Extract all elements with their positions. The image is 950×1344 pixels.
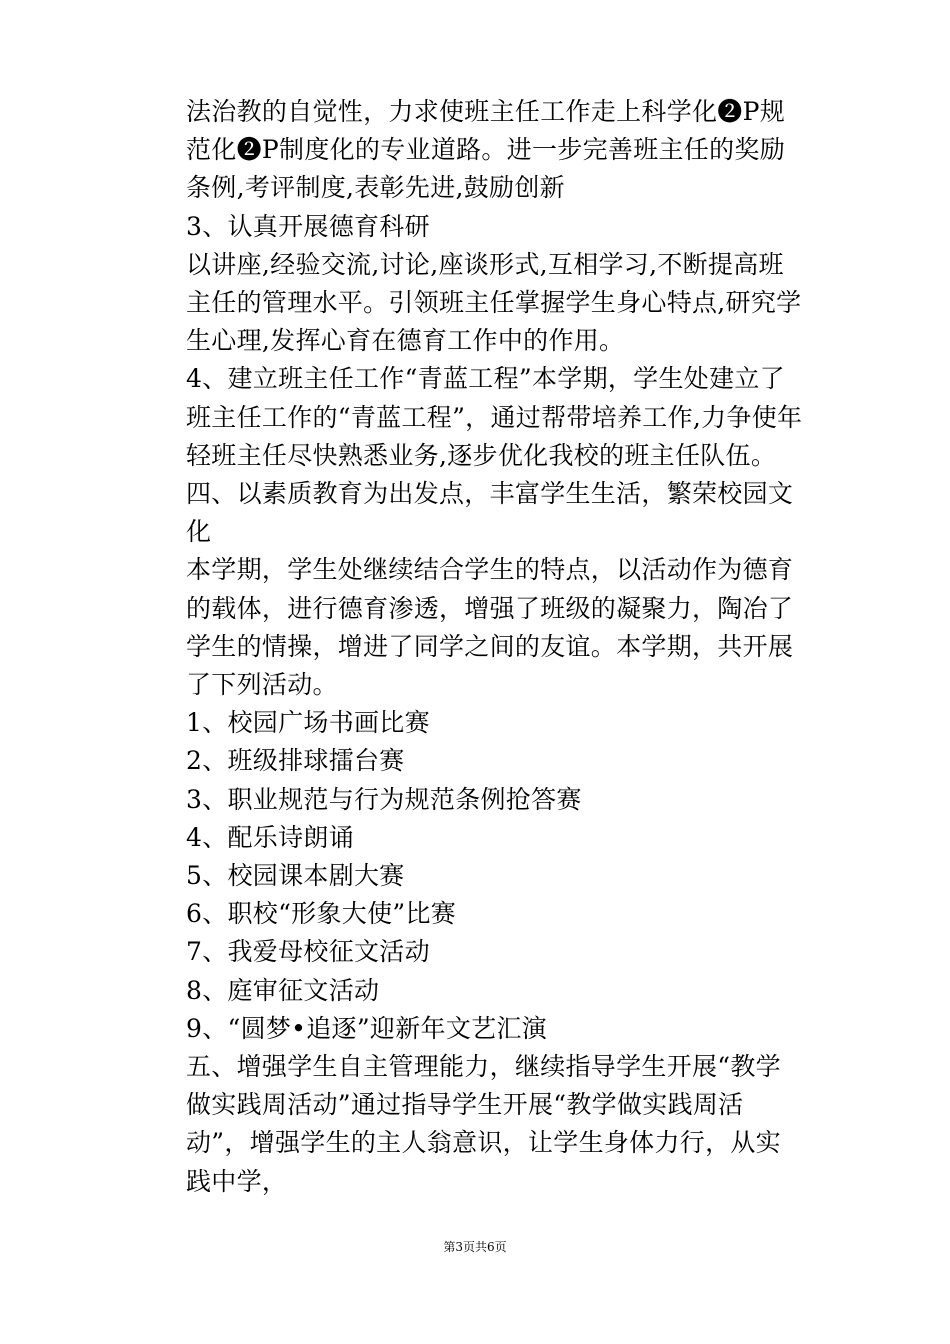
list-item-6: 6、职校“形象大使”比赛 bbox=[186, 899, 457, 929]
list-item-7: 7、我爱母校征文活动 bbox=[186, 937, 430, 967]
page-number-footer: 第3页共6页 bbox=[443, 1240, 507, 1254]
paragraph-3: 以讲座,经验交流,讨论,座谈形式,互相学习,不断提高班主任的管理水平。引领班主任掌握学生身心特点,研究学生心理,发挥心育在德育工作中的作用。 bbox=[186, 249, 802, 356]
section-heading-5: 五、增强学生自主管理能力，继续指导学生开展“教学做实践周活动”通过指导学生开展“教学做实践周活动”，增强学生的主人翁意识，让学生身体力行，从实践中学， bbox=[186, 1052, 781, 1196]
list-item-5: 5、校园课本剧大赛 bbox=[186, 861, 405, 891]
list-item-2: 2、班级排球擂台赛 bbox=[186, 746, 405, 776]
list-item-4: 4、配乐诗朗诵 bbox=[186, 822, 355, 852]
paragraph-2: 3、认真开展德育科研 bbox=[186, 211, 430, 241]
list-item-3: 3、职业规范与行为规范条例抢答赛 bbox=[186, 784, 582, 814]
paragraph-6: 本学期，学生处继续结合学生的特点，以活动作为德育的载体，进行德育渗透，增强了班级的凝聚力，陶冶了学生的情操，增进了同学之间的友谊。本学期，共开展了下列活动。 bbox=[186, 555, 794, 700]
list-item-1: 1、校园广场书画比赛 bbox=[186, 708, 430, 738]
list-item-9: 9、“圆梦•追逐”迎新年文艺汇演 bbox=[186, 1013, 548, 1043]
section-heading-4: 四、以素质教育为出发点，丰富学生生活，繁荣校园文化 bbox=[186, 479, 794, 547]
list-item-8: 8、庭审征文活动 bbox=[186, 975, 380, 1005]
paragraph-4: 4、建立班主任工作“青蓝工程”本学期，学生处建立了班主任工作的“青蓝工程”，通过帮带培养工作,力争使年轻班主任尽快熟悉业务,逐步优化我校的班主任队伍。 bbox=[186, 364, 803, 470]
document-body bbox=[186, 93, 806, 1201]
paragraph-1: 法治教的自觉性，力求使班主任工作走上科学化❷P规范化❷P制度化的专业道路。进一步完善班主任的奖励条例,考评制度,表彰先进,鼓励创新 bbox=[186, 97, 786, 203]
